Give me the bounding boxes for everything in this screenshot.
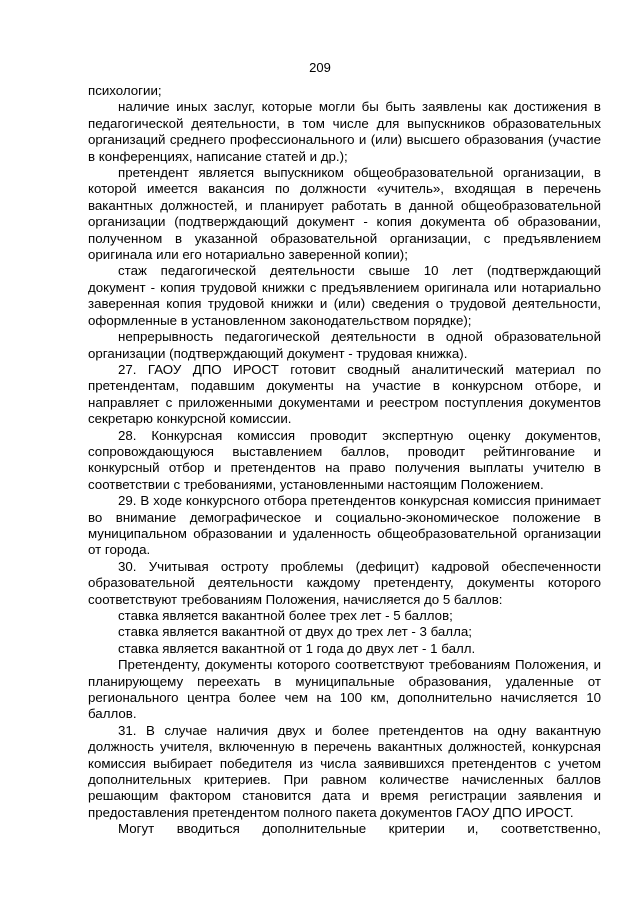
paragraph-graduate: претендент является выпускником общеобразовательной организации, в которой имеется вакансия по должности «учитель», входящая в перечень вакантных должностей, и планирует работать в данной общеобразовательной организации (подтверждающий документ - копия документа об образовании, полученном в указанной образовательной организации, с предъявлением оригинала или его нотариально заверенной копии); — [88, 165, 601, 263]
paragraph-item-29: 29. В ходе конкурсного отбора претендентов конкурсная комиссия принимает во внимание демографическое и социально-экономическое положение в муниципальном образовании и удаленность общеобразовательной организации от города. — [88, 493, 601, 558]
paragraph-continuity: непрерывность педагогической деятельности в одной образовательной организации (подтверждающий документ - трудовая книжка). — [88, 329, 601, 361]
paragraph-vacancy-1-2-years: ставка является вакантной от 1 года до двух лет - 1 балл. — [118, 640, 476, 656]
paragraph-relocation: Претенденту, документы которого соответствуют требованиям Положения, и планирующему переехать в муниципальные образования, удаленные от регионального центра более чем на 100 км, дополнительно начисляется 10 баллов. — [88, 657, 601, 722]
paragraph-item-27: 27. ГАОУ ДПО ИРОСТ готовит сводный аналитический материал по претендентам, подавшим документы на участие в конкурсном отборе, и направляет с приложенными документами и реестром поступления документов секретарю конкурсной комиссии. — [88, 361, 601, 427]
paragraph-additional-criteria: Могут вводиться дополнительные критерии и, соответственно, — [118, 821, 601, 837]
paragraph-item-31: 31. В случае наличия двух и более претендентов на одну вакантную должность учителя, включенную в перечень вакантных должностей, конкурсная комиссия выбирает победителя из числа заявившихся претендентов с учетом дополнительных критериев. При равном количестве начисленных баллов решающим фактором становится дата и время регистрации заявления и предоставления претендентом полного пакета документов ГАОУ ДПО ИРОСТ. — [88, 722, 601, 820]
paragraph-item-28: 28. Конкурсная комиссия проводит экспертную оценку документов, сопровождающуюся выставлением баллов, проводит рейтингование и конкурсный отбор и претендентов на право получения выплаты учителю в соответствии с требованиями, установленными настоящим Положением. — [88, 427, 601, 492]
paragraph-psychology: психологии; — [88, 83, 162, 98]
paragraph-vacancy-3-years: ставка является вакантной более трех лет - 5 баллов; — [118, 608, 453, 623]
document-body — [88, 83, 601, 838]
paragraph-vacancy-2-3-years: ставка является вакантной от двух до трех лет - 3 балла; — [118, 624, 472, 640]
paragraph-experience: стаж педагогической деятельности свыше 10 лет (подтверждающий документ - копия трудовой книжки с предъявлением оригинала или нотариально заверенная копия трудовой книжки и (или) сведения о трудовой деятельности, оформленные в установленном законодательством порядке); — [88, 263, 601, 328]
page-number: 209 — [309, 60, 331, 75]
paragraph-other-merits: наличие иных заслуг, которые могли бы быть заявлены как достижения в педагогической деятельности, в том числе для выпускников образовательных организаций среднего профессионального и (или) высшего образования (участие в конференциях, написание статей и др.); — [88, 99, 601, 164]
paragraph-item-30: 30. Учитывая остроту проблемы (дефицит) кадровой обеспеченности образовательной деятельности каждому претенденту, документы которого соответствуют требованиям Положения, начисляется до 5 баллов: — [88, 558, 601, 607]
